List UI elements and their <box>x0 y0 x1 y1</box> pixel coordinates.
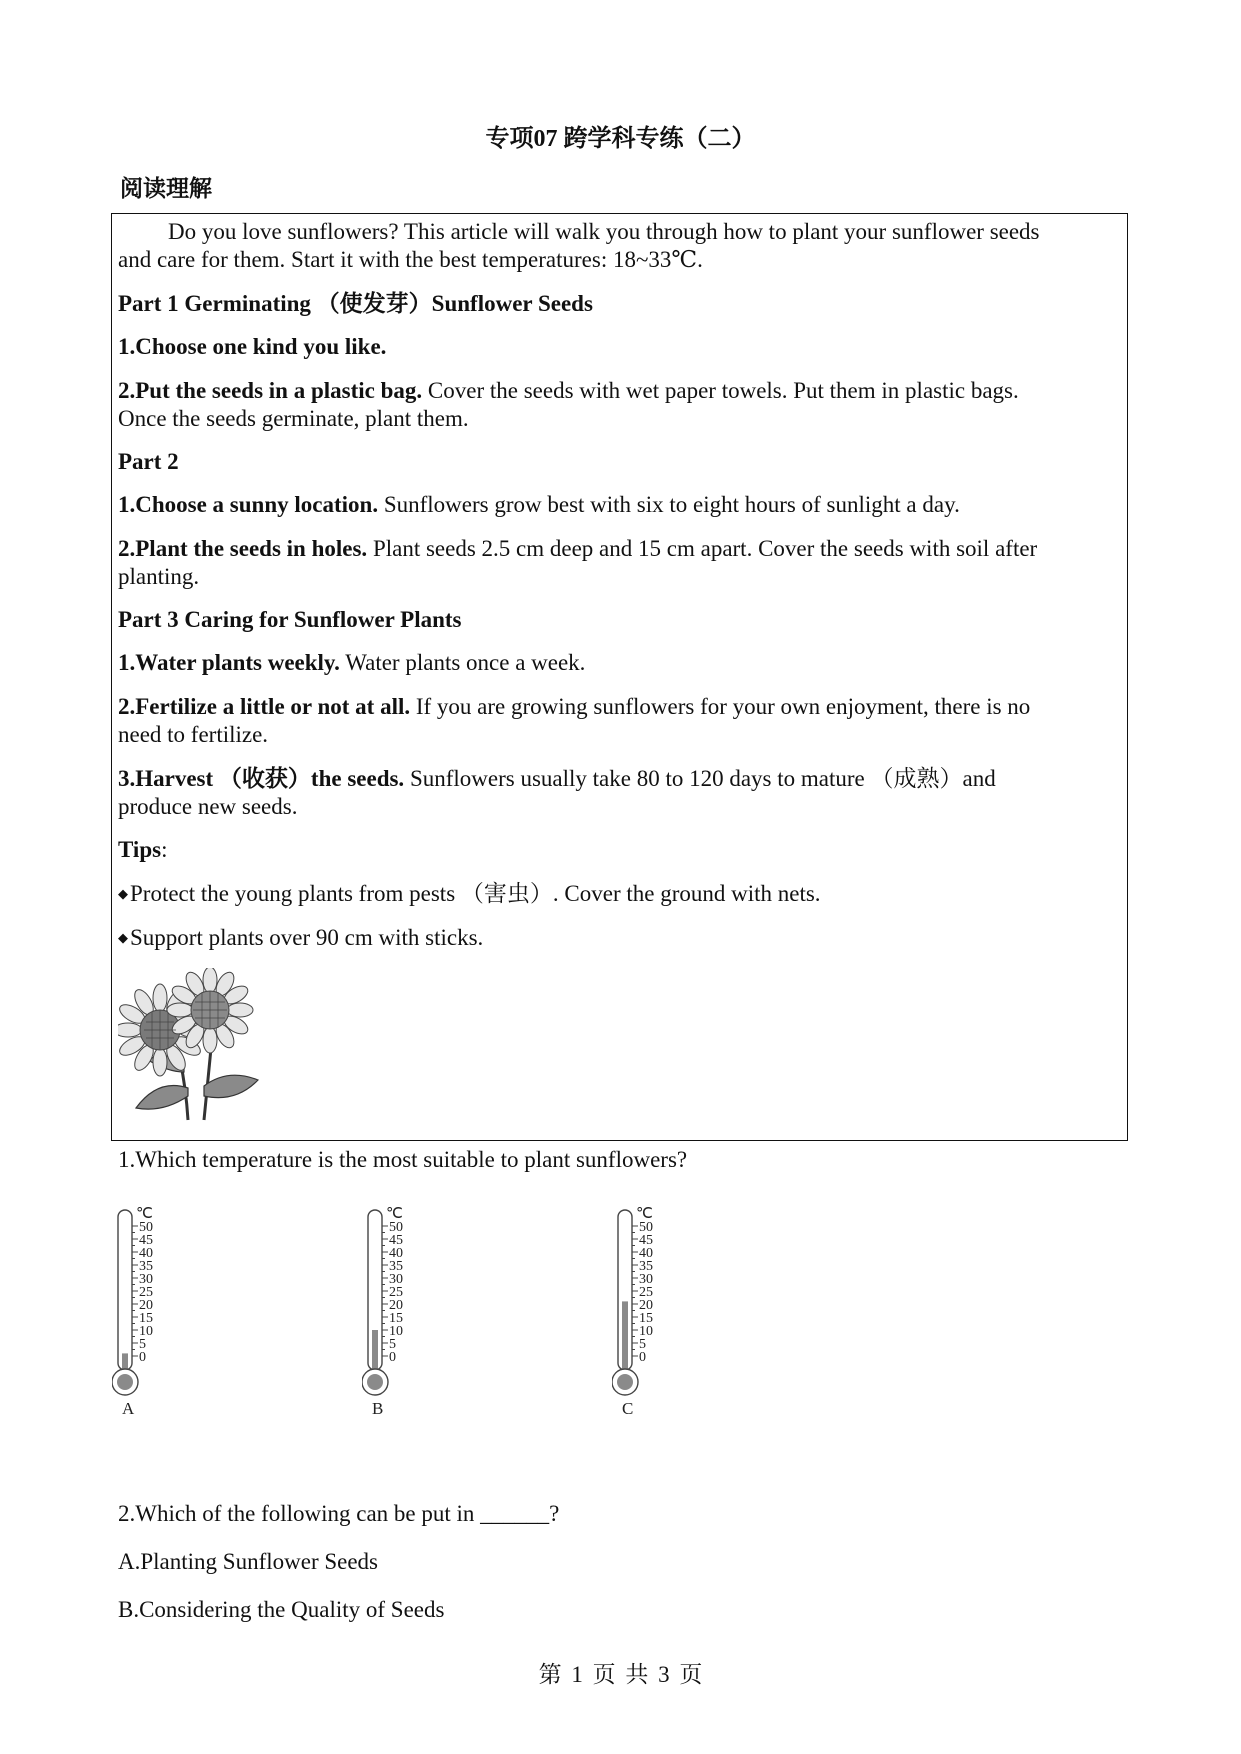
thermometer-bulb-fill <box>117 1374 133 1390</box>
tip-1-text: Protect the young plants from pests （害虫）. Cover the ground with nets. <box>130 881 821 906</box>
section-heading: 阅读理解 <box>120 176 212 201</box>
tick-label: 10 <box>389 1324 403 1339</box>
question-2: 2.Which of the following can be put in ______? <box>118 1501 560 1526</box>
tick-label: 10 <box>139 1324 153 1339</box>
tick-label: 20 <box>139 1298 153 1313</box>
tick-label: 45 <box>389 1233 403 1248</box>
tick-label: 50 <box>639 1220 653 1235</box>
sunflower-illustration <box>118 968 268 1123</box>
option-label: A <box>122 1399 135 1415</box>
part3-step1-text: Water plants once a week. <box>339 650 586 675</box>
part1-step2-text: Cover the seeds with wet paper towels. Put them in plastic bags. <box>422 378 1019 403</box>
part3-step1-bold: 1.Water plants weekly. <box>118 650 340 675</box>
tips-label: Tips <box>118 837 162 862</box>
question-2-option-b: B.Considering the Quality of Seeds <box>118 1597 445 1622</box>
part3-step2-bold: 2.Fertilize a little or not at all. <box>118 694 411 719</box>
part2-heading <box>118 448 1128 476</box>
part3-step1 <box>118 649 1128 677</box>
tick-label: 40 <box>389 1246 403 1261</box>
tick-label: 0 <box>639 1350 646 1365</box>
tick-label: 40 <box>639 1246 653 1261</box>
tips-colon: : <box>161 837 168 862</box>
tick-label: 40 <box>139 1246 153 1261</box>
unit-label: ℃ <box>636 1206 653 1222</box>
tick-label: 45 <box>139 1233 153 1248</box>
part2-step2-bold: 2.Plant the seeds in holes. <box>118 536 368 561</box>
tick-label: 20 <box>389 1298 403 1313</box>
tick-label: 45 <box>639 1233 653 1248</box>
tick-label: 35 <box>139 1259 153 1274</box>
part2-step1-bold: 1.Choose a sunny location. <box>118 492 379 517</box>
tick-label: 35 <box>639 1259 653 1274</box>
tick-label: 5 <box>139 1337 146 1352</box>
tick-label: 25 <box>139 1285 153 1300</box>
diamond-bullet-icon: ◆ <box>118 886 128 901</box>
tick-label: 0 <box>389 1350 396 1365</box>
part3-step2-line2: need to fertilize. <box>118 722 269 747</box>
intro-line-1: Do you love sunflowers? This article will walk you through how to plant your sunflower seeds <box>168 219 1040 244</box>
unit-label: ℃ <box>386 1206 403 1222</box>
thermometer-bulb-fill <box>367 1374 383 1390</box>
thermometer-bulb-fill <box>617 1374 633 1390</box>
part3-step3-bold: 3.Harvest （收获）the seeds. <box>118 766 405 791</box>
tick-label: 30 <box>389 1272 403 1287</box>
tick-label: 30 <box>139 1272 153 1287</box>
tick-label: 15 <box>639 1311 653 1326</box>
part1-step2-bold: 2.Put the seeds in a plastic bag. <box>118 378 423 403</box>
part2-step2-line2: planting. <box>118 564 200 589</box>
part2-step1-text: Sunflowers grow best with six to eight hours of sunlight a day. <box>378 492 960 517</box>
part2-heading-text: Part 2 <box>118 449 179 474</box>
tick-label: 10 <box>639 1324 653 1339</box>
thermometer-a <box>112 1200 202 1415</box>
part1-heading-text: Part 1 Germinating （使发芽）Sunflower Seeds <box>118 291 593 316</box>
tick-label: 5 <box>389 1337 396 1352</box>
part3-step2 <box>118 693 1128 721</box>
tick-label: 15 <box>389 1311 403 1326</box>
thermometer-c <box>612 1200 702 1415</box>
page-title: 专项07 跨学科专练（二） <box>485 126 756 152</box>
tick-label: 0 <box>139 1350 146 1365</box>
page-footer: 第 1 页 共 3 页 <box>538 1662 703 1687</box>
part2-step2 <box>118 535 1128 563</box>
part1-step2-line2: Once the seeds germinate, plant them. <box>118 406 469 431</box>
part3-step2-text: If you are growing sunflowers for your own enjoyment, there is no <box>410 694 1031 719</box>
thermometer-b <box>362 1200 452 1415</box>
tips-heading <box>118 836 1128 864</box>
tick-label: 30 <box>639 1272 653 1287</box>
part3-step3 <box>118 765 1128 793</box>
part1-step2 <box>118 377 1128 405</box>
option-label: B <box>372 1399 384 1415</box>
tick-label: 50 <box>389 1220 403 1235</box>
part2-step2-text: Plant seeds 2.5 cm deep and 15 cm apart. Cover the seeds with soil after <box>367 536 1038 561</box>
tick-label: 35 <box>389 1259 403 1274</box>
question-2-option-a: A.Planting Sunflower Seeds <box>118 1549 379 1574</box>
tick-label: 15 <box>139 1311 153 1326</box>
tip-2-text: Support plants over 90 cm with sticks. <box>130 925 484 950</box>
question-1: 1.Which temperature is the most suitable to plant sunflowers? <box>118 1147 688 1172</box>
part2-step1 <box>118 491 1128 519</box>
unit-label: ℃ <box>136 1206 153 1222</box>
tick-label: 25 <box>389 1285 403 1300</box>
part1-heading <box>118 290 1128 318</box>
part1-step1 <box>118 333 1128 361</box>
part1-step1-bold: 1.Choose one kind you like. <box>118 334 387 359</box>
tick-label: 20 <box>639 1298 653 1313</box>
tick-label: 5 <box>639 1337 646 1352</box>
thermometer-tube <box>118 1210 132 1370</box>
part3-heading <box>118 606 1128 634</box>
part3-step3-line2: produce new seeds. <box>118 794 298 819</box>
option-label: C <box>622 1399 634 1415</box>
part3-step3-text: Sunflowers usually take 80 to 120 days to mature （成熟）and <box>404 766 996 791</box>
tick-label: 50 <box>139 1220 153 1235</box>
tip-item-1 <box>118 880 1128 908</box>
intro-line-2: and care for them. Start it with the best temperatures: 18~33℃. <box>118 247 703 272</box>
tip-item-2 <box>118 924 1128 952</box>
part3-heading-text: Part 3 Caring for Sunflower Plants <box>118 607 462 632</box>
diamond-bullet-icon: ◆ <box>118 930 128 945</box>
tick-label: 25 <box>639 1285 653 1300</box>
